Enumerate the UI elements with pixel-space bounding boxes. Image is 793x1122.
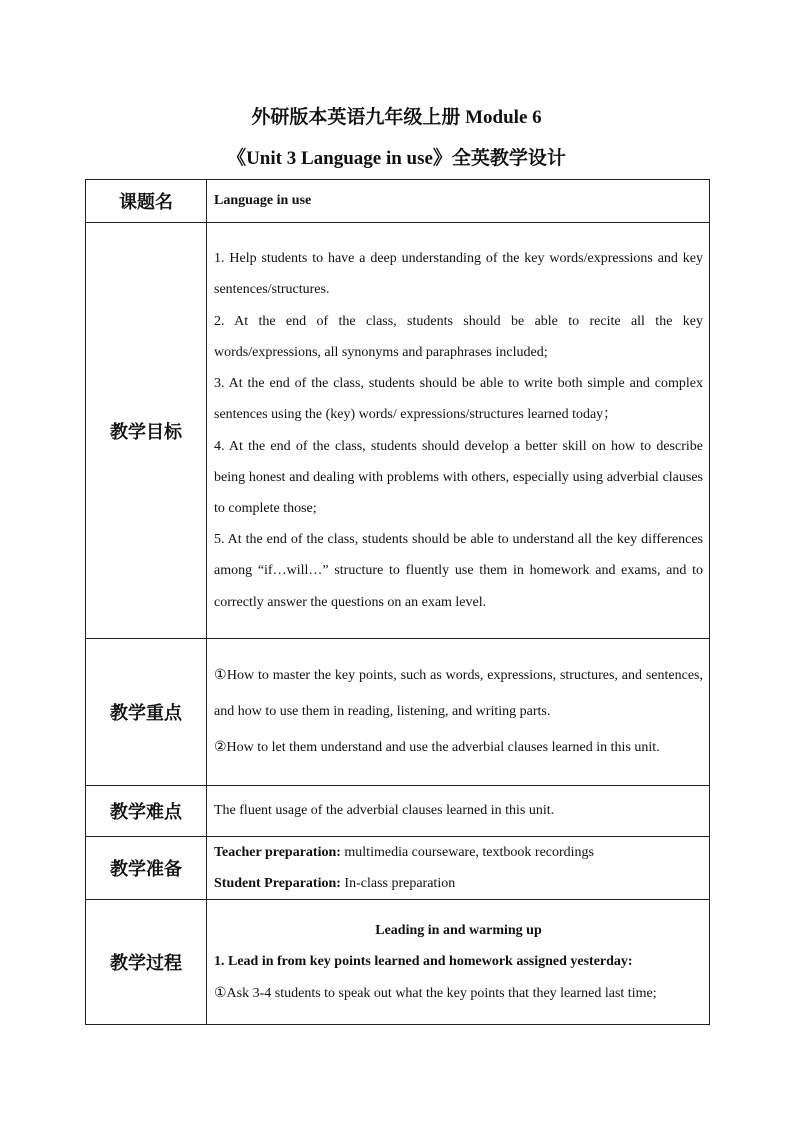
objectives-row bbox=[86, 223, 710, 639]
topic-value: Language in use bbox=[207, 180, 710, 223]
key-points-row bbox=[86, 639, 710, 786]
topic-label: 课题名 bbox=[86, 180, 207, 223]
preparation-row bbox=[86, 837, 710, 900]
document-title-line-1: 外研版本英语九年级上册 Module 6 bbox=[251, 107, 542, 128]
preparation-label: 教学准备 bbox=[86, 837, 207, 900]
document-title-line-2: 《Unit 3 Language in use》全英教学设计 bbox=[227, 148, 566, 169]
process-row bbox=[86, 900, 710, 1025]
student-preparation-label: Student Preparation: bbox=[214, 876, 341, 891]
objectives-content bbox=[207, 223, 710, 639]
preparation-content bbox=[207, 837, 710, 900]
objectives-label: 教学目标 bbox=[86, 223, 207, 639]
process-heading: Leading in and warming up bbox=[375, 923, 542, 939]
lesson-plan-table bbox=[85, 179, 710, 1025]
process-step-1: 1. Lead in from key points learned and homework assigned yesterday: bbox=[214, 954, 633, 970]
objective-item-2: 2. At the end of the class, students should be able to recite all the key words/expressions, all synonyms and paraphrases included; bbox=[214, 313, 703, 360]
topic-row bbox=[86, 180, 710, 223]
process-content bbox=[207, 900, 710, 1025]
difficulty-row bbox=[86, 786, 710, 837]
objective-item-4: 4. At the end of the class, students should develop a better skill on how to describe being honest and dealing with problems with others, especially using adverbial clauses to complete those; bbox=[214, 438, 703, 516]
process-step-1-detail: ①Ask 3-4 students to speak out what the key points that they learned last time; bbox=[214, 985, 657, 1001]
teacher-preparation bbox=[214, 837, 703, 868]
difficulty-label: 教学难点 bbox=[86, 786, 207, 837]
objective-item-1: 1. Help students to have a deep understanding of the key words/expressions and key sentences/structures. bbox=[214, 251, 703, 298]
student-preparation bbox=[214, 868, 703, 899]
key-points-label: 教学重点 bbox=[86, 639, 207, 786]
difficulty-value: The fluent usage of the adverbial clauses learned in this unit. bbox=[207, 786, 710, 837]
process-label: 教学过程 bbox=[86, 900, 207, 1025]
objective-item-3: 3. At the end of the class, students should be able to write both simple and complex sentences using the (key) words/ expressions/structures learned today； bbox=[214, 376, 703, 423]
objective-item-5: 5. At the end of the class, students should be able to understand all the key differences among “if…will…” structure to fluently use them in homework and exams, and to correctly answer the questions on an exam level. bbox=[214, 532, 703, 610]
key-points-content bbox=[207, 639, 710, 786]
student-preparation-value: In-class preparation bbox=[340, 876, 456, 891]
teacher-preparation-value: multimedia courseware, textbook recordings bbox=[340, 845, 594, 860]
teacher-preparation-label: Teacher preparation: bbox=[214, 845, 341, 860]
key-point-item-1: ①How to master the key points, such as words, expressions, structures, and sentences, and how to use them in reading, listening, and writing parts. bbox=[214, 667, 703, 719]
key-point-item-2: ②How to let them understand and use the adverbial clauses learned in this unit. bbox=[214, 740, 660, 756]
